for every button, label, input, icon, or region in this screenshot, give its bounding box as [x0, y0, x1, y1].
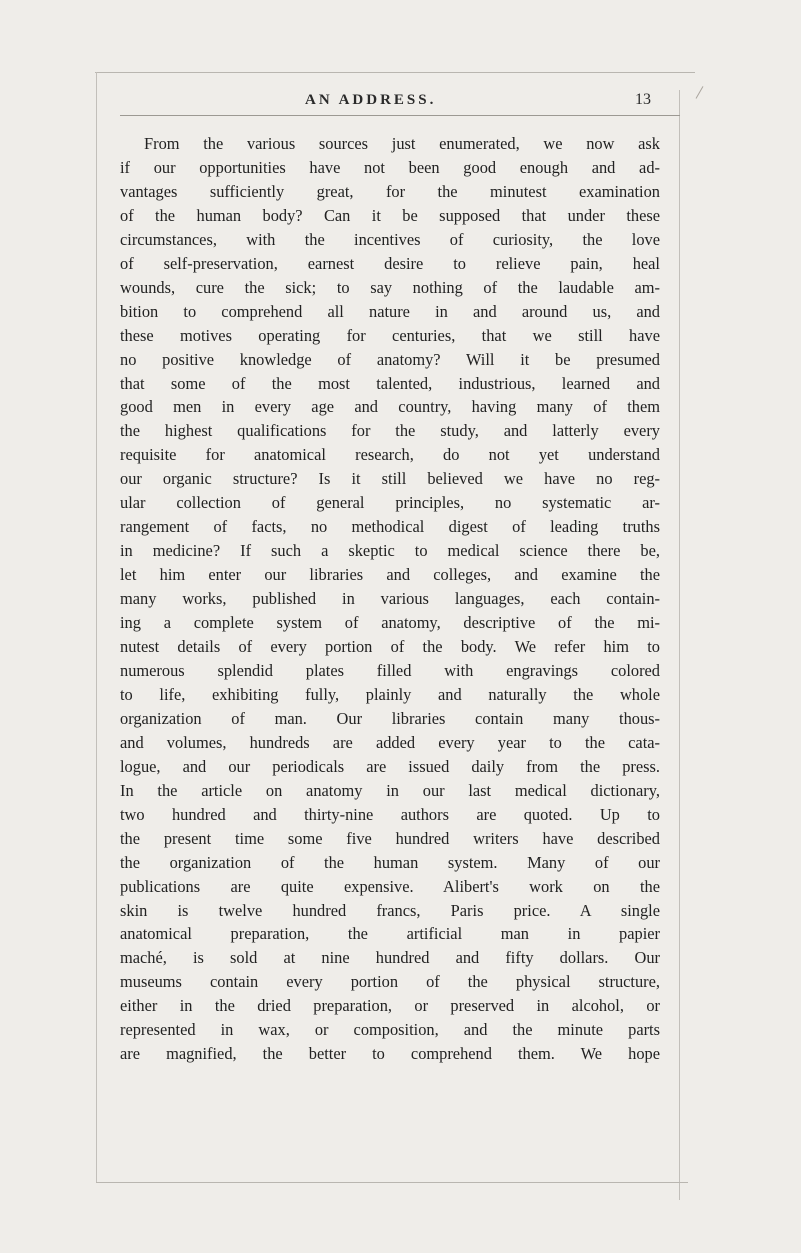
text-line: ular collection of general principles, no systematic ar- [120, 493, 660, 513]
text-line: of self-preservation, earnest desire to relieve pain, heal [120, 253, 660, 273]
page-edge-bottom [96, 1182, 688, 1183]
text-line: and volumes, hundreds are added every year to the cata- [120, 732, 660, 752]
text-line: ing a complete system of anatomy, descriptive of the mi- [120, 613, 660, 633]
page-edge-right [679, 90, 680, 1200]
text-line: that some of the most talented, industrious, learned and [120, 373, 660, 393]
text-line: no positive knowledge of anatomy? Will it be presumed [120, 349, 660, 369]
page-edge-left [96, 72, 97, 1182]
text-line: if our opportunities have not been good enough and ad- [120, 157, 660, 177]
text-line: circumstances, with the incentives of curiosity, the love [120, 229, 660, 249]
text-line: numerous splendid plates filled with engravings colored [120, 660, 660, 680]
body-paragraph [120, 132, 660, 1066]
text-line: in medicine? If such a skeptic to medical science there be, [120, 541, 660, 561]
text-line: the highest qualifications for the study, and latterly every [120, 421, 660, 441]
text-line: the present time some five hundred writers have described [120, 828, 660, 848]
text-line: represented in wax, or composition, and the minute parts [120, 1020, 660, 1040]
text-line: From the various sources just enumerated, we now ask [144, 134, 660, 153]
page-edge-top [95, 72, 695, 73]
text-line: of the human body? Can it be supposed that under these [120, 205, 660, 225]
text-line: many works, published in various languages, each contain- [120, 589, 660, 609]
text-line: publications are quite expensive. Alibert's work on the [120, 876, 660, 896]
text-line: these motives operating for centuries, that we still have [120, 325, 660, 345]
text-line: organization of man. Our libraries contain many thous- [120, 708, 660, 728]
text-line: either in the dried preparation, or preserved in alcohol, or [120, 996, 660, 1016]
text-line: maché, is sold at nine hundred and fifty dollars. Our [120, 948, 660, 968]
text-line: let him enter our libraries and colleges, and examine the [120, 565, 660, 585]
text-line: wounds, cure the sick; to say nothing of the laudable am- [120, 277, 660, 297]
text-line: anatomical preparation, the artificial man in papier [120, 924, 660, 944]
text-line: requisite for anatomical research, do not yet understand [120, 445, 660, 465]
text-line: logue, and our periodicals are issued daily from the press. [120, 756, 660, 776]
text-line: good men in every age and country, having many of them [120, 397, 660, 417]
text-line: two hundred and thirty-nine authors are quoted. Up to [120, 804, 660, 824]
text-line: In the article on anatomy in our last medical dictionary, [120, 780, 660, 800]
header-rule [120, 115, 680, 116]
text-line: are magnified, the better to comprehend them. We hope [120, 1044, 660, 1064]
running-head: AN ADDRESS. [305, 92, 437, 108]
text-line: skin is twelve hundred francs, Paris price. A single [120, 900, 660, 920]
page-number: 13 [635, 91, 651, 108]
pencil-mark [696, 86, 704, 99]
text-line: to life, exhibiting fully, plainly and naturally the whole [120, 684, 660, 704]
text-line: bition to comprehend all nature in and around us, and [120, 301, 660, 321]
text-line: our organic structure? Is it still believed we have no reg- [120, 469, 660, 489]
text-line: nutest details of every portion of the body. We refer him to [120, 637, 660, 657]
text-line: the organization of the human system. Many of our [120, 852, 660, 872]
text-line: museums contain every portion of the physical structure, [120, 972, 660, 992]
text-line: rangement of facts, no methodical digest of leading truths [120, 517, 660, 537]
text-line: vantages sufficiently great, for the minutest examination [120, 181, 660, 201]
